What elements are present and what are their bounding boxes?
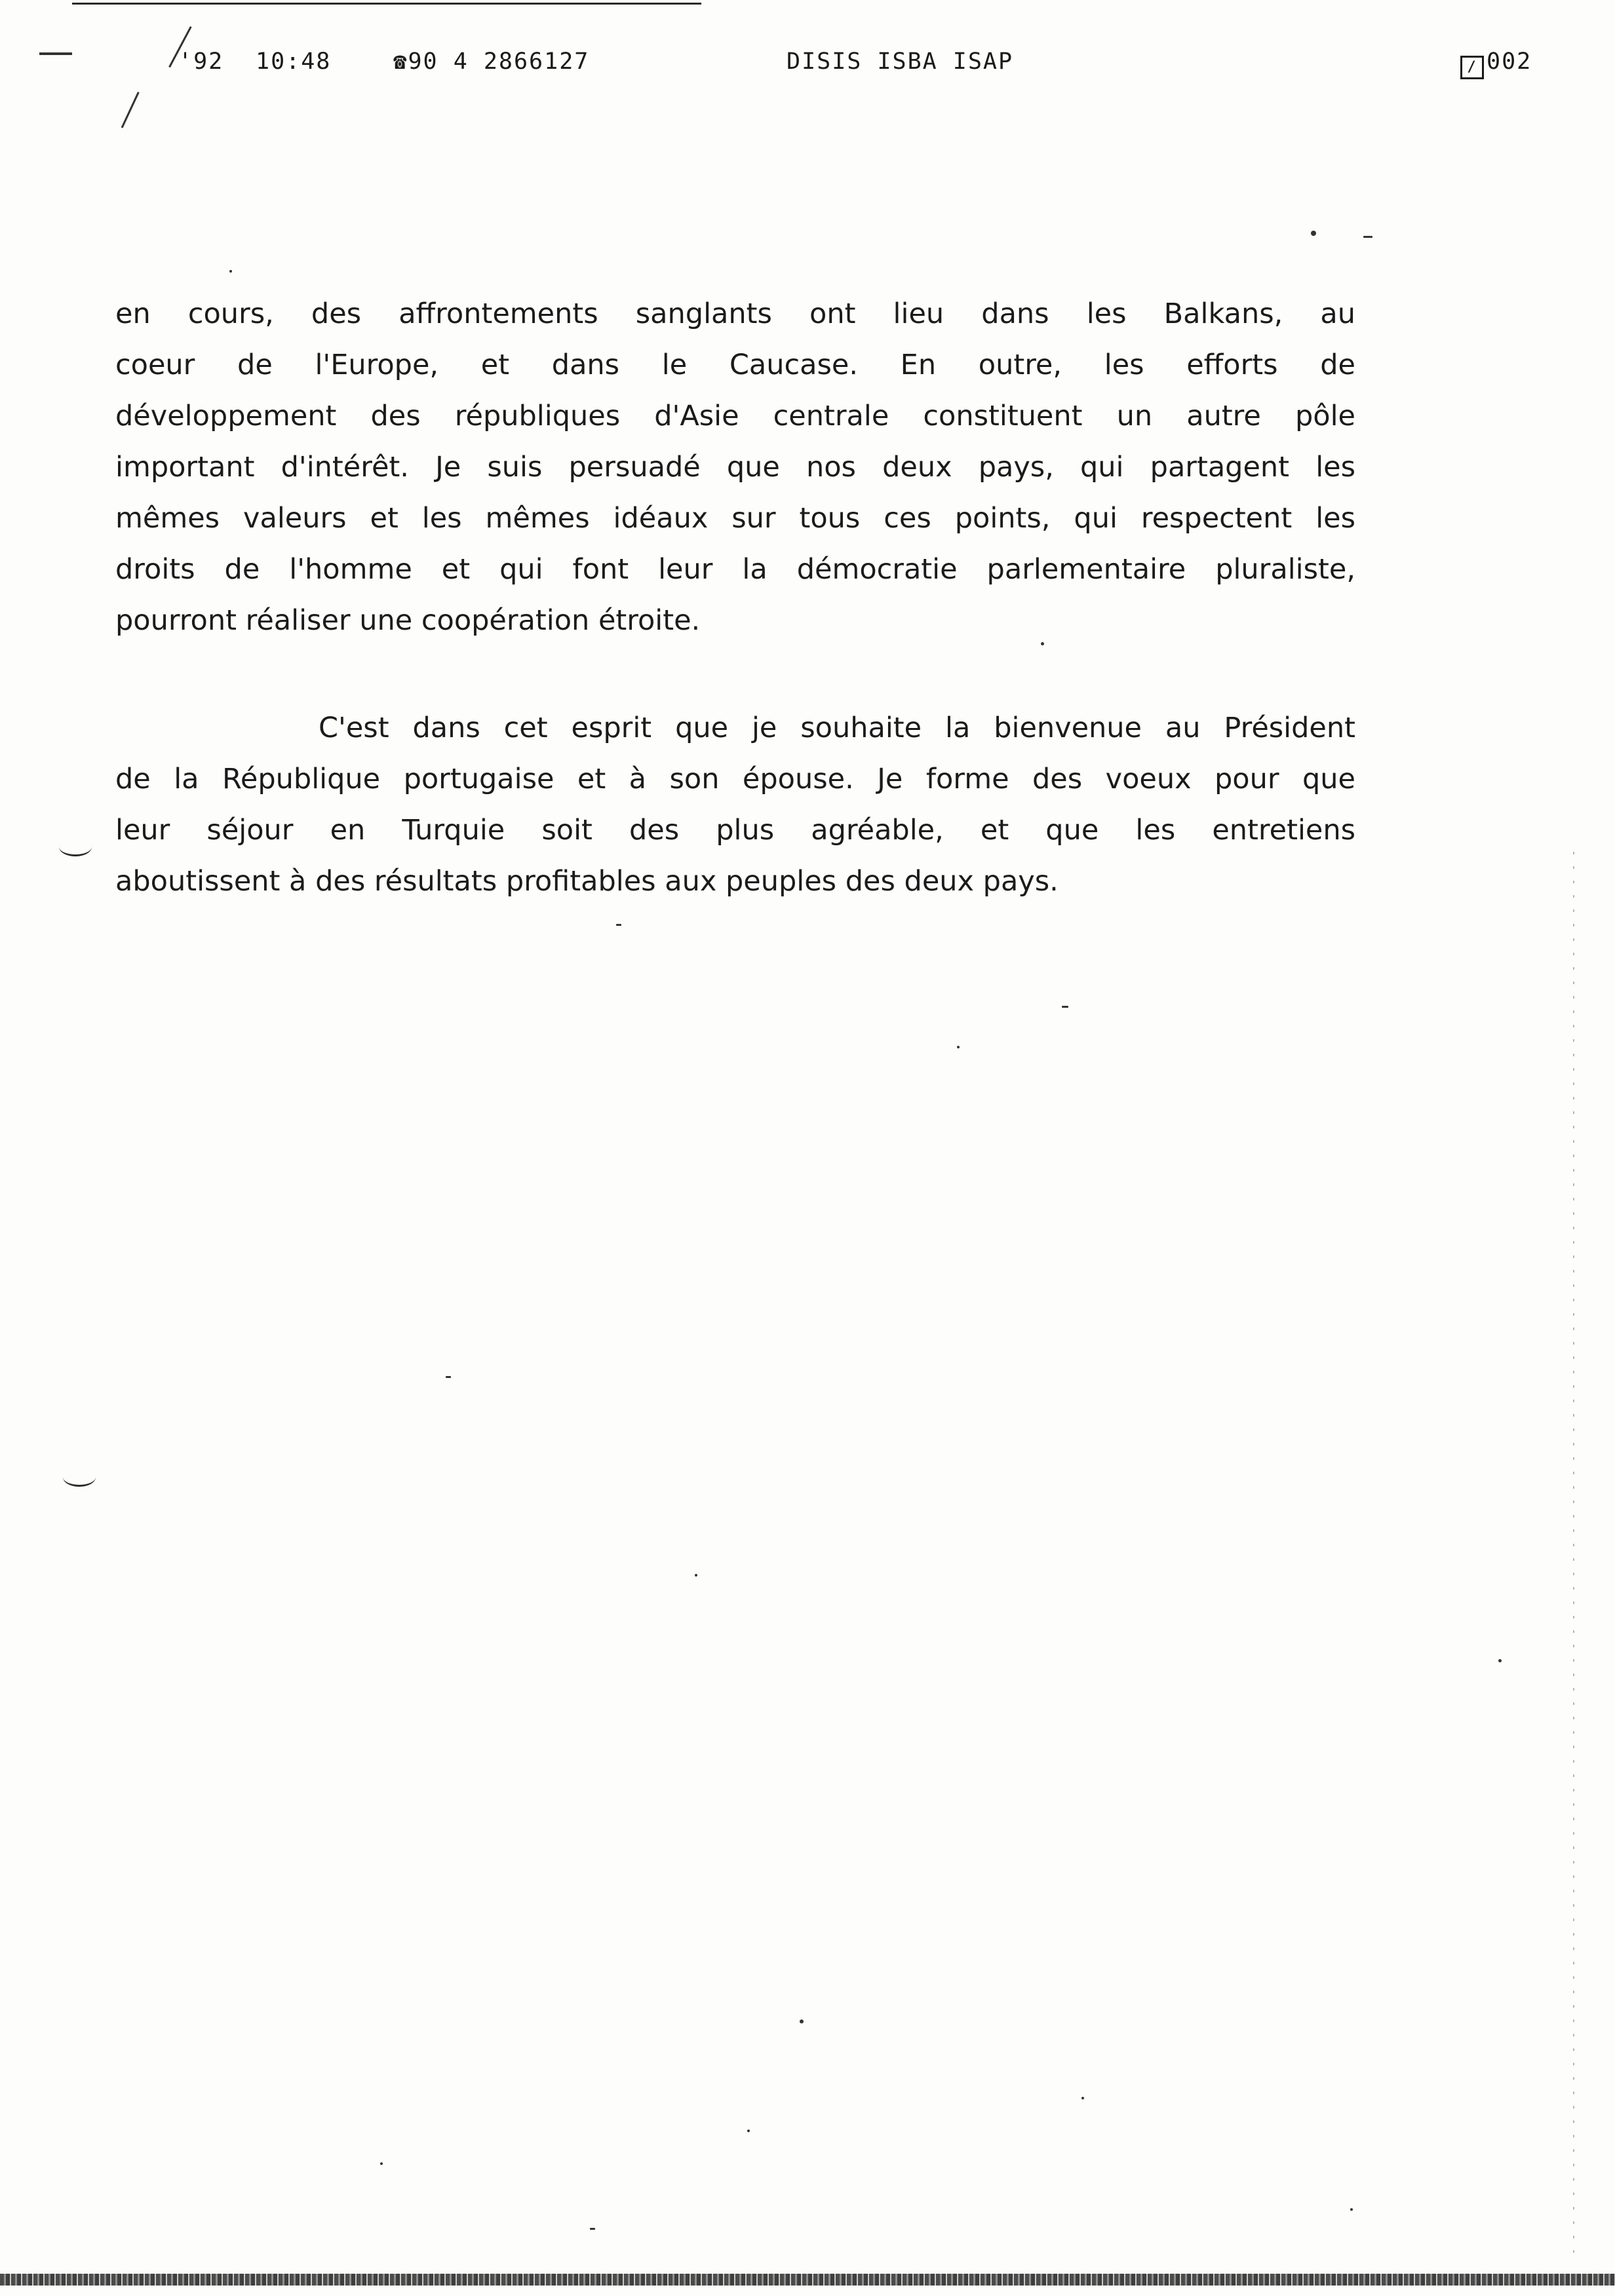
fax-phone-number: 90 4 2866127 [408,48,590,75]
fax-sender: DISIS ISBA ISAP [787,48,1014,75]
scan-speck [1498,1659,1502,1662]
scan-bottom-edge [0,2274,1615,2286]
scan-speck [616,924,621,926]
scan-mark [39,52,72,55]
scan-speck [446,1376,451,1378]
paragraph-1-line: en cours, des affrontements sanglants ont lieu dans les Balkans, au [115,297,1355,330]
scan-speck [380,2162,383,2165]
scan-speck [957,1046,960,1048]
scan-mark [59,837,92,856]
paragraph-2-line: leur séjour en Turquie soit des plus agréable, et que les entretiens [115,814,1355,847]
scan-speck [229,270,232,273]
scan-speck [800,2019,804,2023]
paragraph-1-line: droits de l'homme et qui font leur la démocratie parlementaire pluraliste, [115,553,1355,586]
paragraph-1-line: développement des républiques d'Asie centrale constituent un autre pôle [115,400,1355,432]
fax-page-value: 002 [1487,48,1532,75]
fax-phone [393,48,589,75]
paragraph-1-line: mêmes valeurs et les mêmes idéaux sur tous ces points, qui respectent les [115,502,1355,535]
scan-speck [1363,236,1372,238]
scan-speck [1041,642,1044,645]
scan-speck [590,2228,595,2230]
paragraph-2 [115,702,1355,907]
fax-date: '92 [178,48,224,75]
scan-speck [1081,2097,1084,2099]
scan-mark [121,92,140,128]
scan-speck [747,2130,750,2132]
paragraph-1 [115,288,1355,646]
phone-icon: ☎ [393,48,408,75]
paragraph-2-line: aboutissent à des résultats profitables aux peuples des deux pays. [115,865,1059,898]
scan-speck [1350,2208,1353,2211]
scan-speck [1311,231,1316,236]
scan-edge [1573,852,1574,2261]
scan-mark [63,1468,96,1487]
paragraph-1-line: pourront réaliser une coopération étroite. [115,604,701,637]
fax-header [0,48,1615,88]
scan-speck [1062,1006,1068,1008]
paragraph-2-line: de la République portugaise et à son épouse. Je forme des voeux pour que [115,763,1355,795]
paragraph-1-line: important d'intérêt. Je suis persuadé que nos deux pays, qui partagent les [115,451,1355,484]
fax-time: 10:48 [256,48,332,75]
top-rule [72,3,701,5]
scan-speck [695,1574,697,1577]
paragraph-1-line: coeur de l'Europe, et dans le Caucase. En outre, les efforts de [115,349,1355,381]
paragraph-2-line: C'est dans cet esprit que je souhaite la bienvenue au Président [319,712,1355,744]
page-box-icon: / [1460,56,1484,79]
fax-page-number [1460,48,1532,79]
